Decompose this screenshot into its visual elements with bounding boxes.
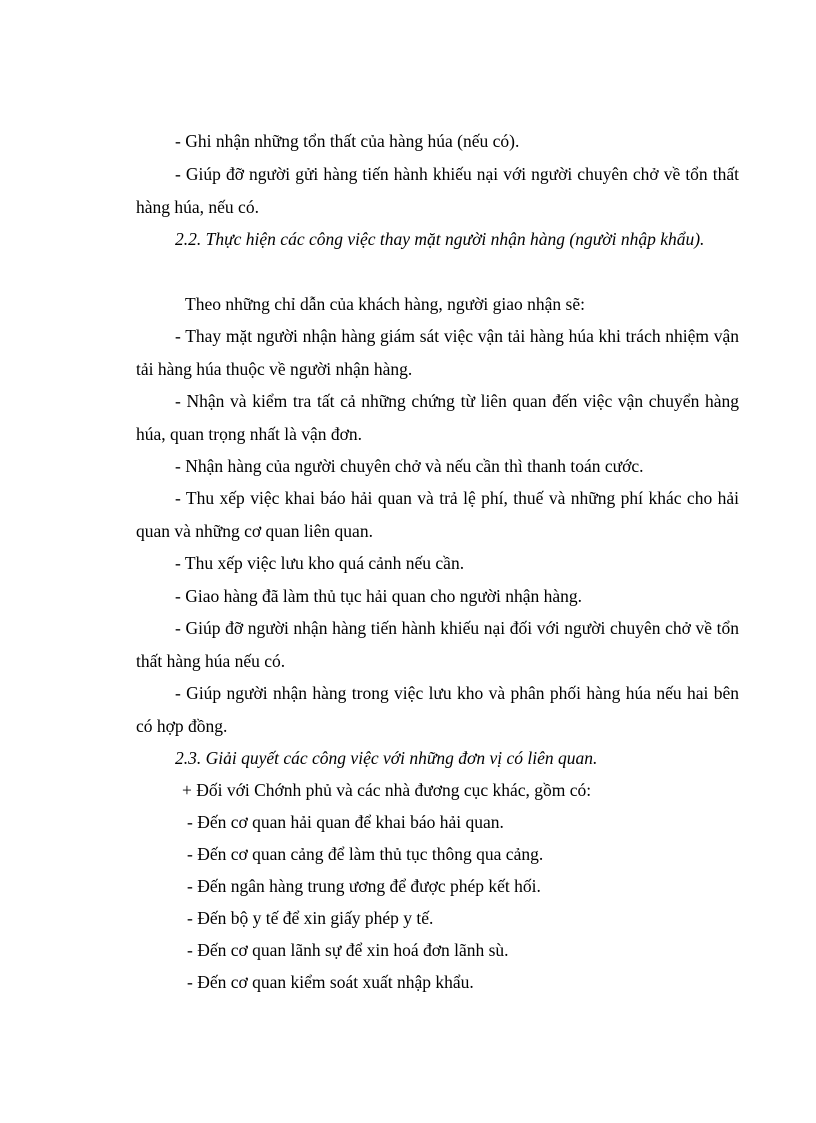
list-item: - Đến cơ quan hải quan để khai báo hải quan. bbox=[187, 812, 504, 832]
list-item: - Nhận và kiểm tra tất cả những chứng từ liên quan đến việc vận chuyển hàng húa, quan trọng nhất là vận đơn. bbox=[136, 391, 739, 444]
list-item: - Đến cơ quan lãnh sự để xin hoá đơn lãnh sù. bbox=[187, 940, 509, 960]
list-item: - Giúp đỡ người gửi hàng tiến hành khiếu nại với người chuyên chở về tổn thất hàng húa, nếu có. bbox=[136, 164, 739, 217]
list-item: - Giúp đỡ người nhận hàng tiến hành khiếu nại đối với người chuyên chở về tổn thất hàng húa nếu có. bbox=[136, 618, 739, 671]
list-item: - Đến cơ quan cảng để làm thủ tục thông qua cảng. bbox=[187, 844, 544, 864]
list-item: - Đến cơ quan kiểm soát xuất nhập khẩu. bbox=[187, 972, 474, 992]
list-item: - Thay mặt người nhận hàng giám sát việc vận tải hàng húa khi trách nhiệm vận tải hàng húa thuộc về người nhận hàng. bbox=[136, 326, 739, 379]
section-heading-2-3: 2.3. Giải quyết các công việc với những đơn vị có liên quan. bbox=[175, 748, 598, 768]
list-item: - Thu xếp việc lưu kho quá cảnh nếu cần. bbox=[175, 553, 465, 573]
list-item: - Ghi nhận những tổn thất của hàng húa (nếu có). bbox=[175, 131, 520, 151]
section-intro: Theo những chỉ dẫn của khách hàng, người giao nhận sẽ: bbox=[185, 294, 585, 314]
section-intro: + Đối với Chớnh phủ và các nhà đương cục khác, gồm có: bbox=[182, 780, 592, 800]
list-item: - Giúp người nhận hàng trong việc lưu kho và phân phối hàng húa nếu hai bên có hợp đồng. bbox=[136, 683, 739, 736]
list-item: - Thu xếp việc khai báo hải quan và trả lệ phí, thuế và những phí khác cho hải quan và những cơ quan liên quan. bbox=[136, 488, 739, 541]
list-item: - Nhận hàng của người chuyên chở và nếu cần thì thanh toán cước. bbox=[175, 456, 644, 476]
list-item: - Đến ngân hàng trung ương để được phép kết hối. bbox=[187, 876, 541, 896]
section-heading-2-2: 2.2. Thực hiện các công việc thay mặt người nhận hàng (người nhập khẩu). bbox=[175, 229, 705, 249]
list-item: - Giao hàng đã làm thủ tục hải quan cho người nhận hàng. bbox=[175, 586, 583, 606]
list-item: - Đến bộ y tế để xin giấy phép y tế. bbox=[187, 908, 434, 928]
